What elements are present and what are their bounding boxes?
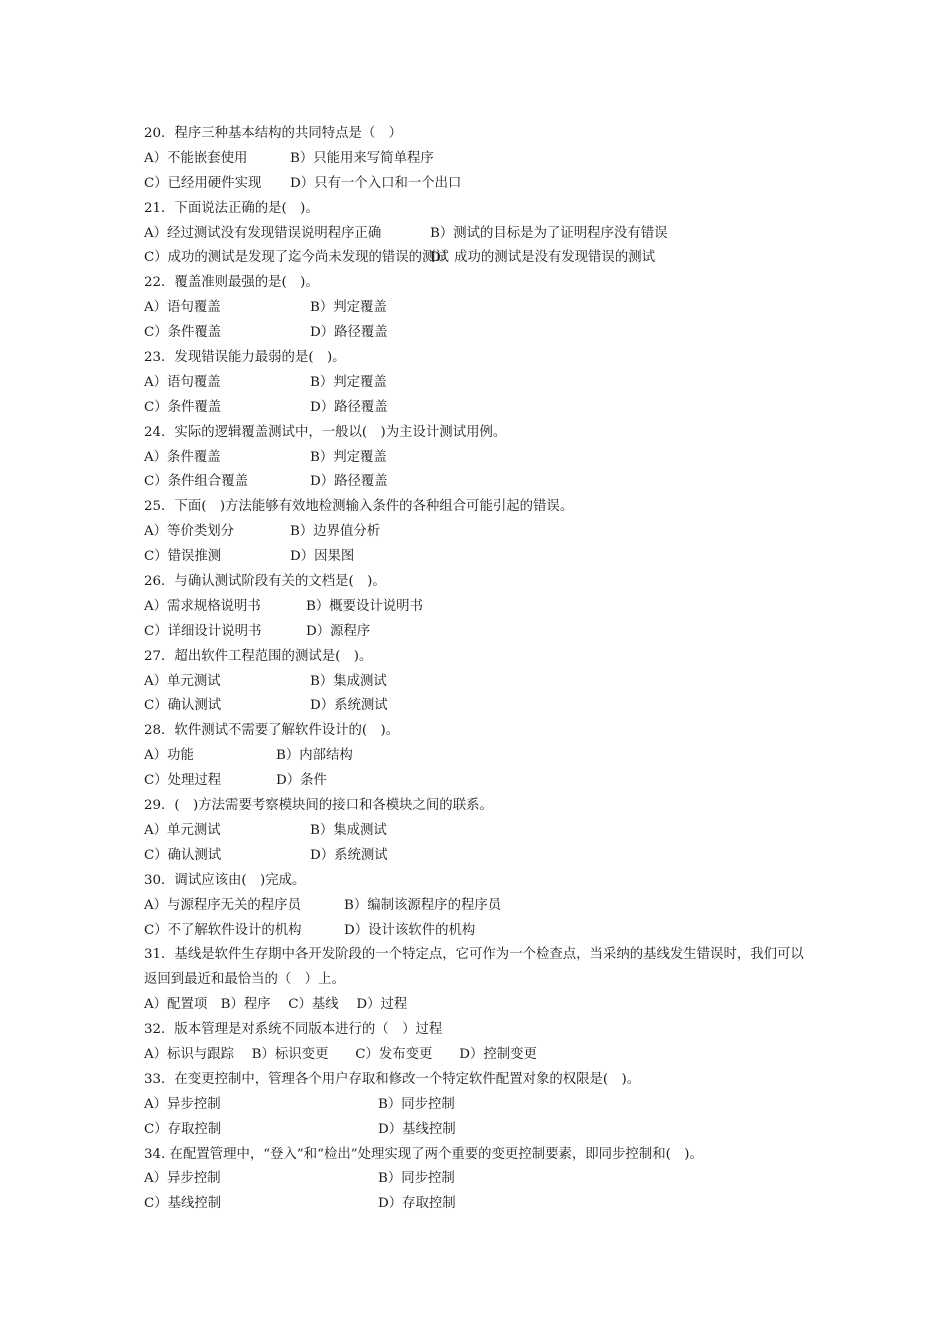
answer-option: B）判定覆盖 (310, 374, 387, 390)
answer-option: B）概要设计说明书 (306, 598, 423, 614)
answer-option: D）路径覆盖 (310, 474, 388, 490)
question-stem: 20．程序三种基本结构的共同特点是（ ） (144, 126, 403, 141)
answer-option: A）条件覆盖 (144, 449, 221, 465)
answer-option: C）条件覆盖 (144, 325, 222, 341)
question-stem: 32．版本管理是对系统不同版本进行的（ ）过程 (144, 1022, 443, 1038)
answer-option: C）条件覆盖 (144, 399, 222, 415)
question-stem: 23．发现错误能力最弱的是( )。 (144, 350, 346, 366)
answer-option: C）不了解软件设计的机构 (144, 922, 302, 938)
answer-option: D）系统测试 (310, 698, 388, 714)
answer-option: C）详细设计说明书 (144, 623, 262, 639)
answer-option: A）不能嵌套使用 (144, 150, 248, 166)
answer-option: D）因果图 (290, 549, 355, 565)
answer-option: A）标识与跟踪 B）标识变更 C）发布变更 D）控制变更 (144, 1046, 537, 1062)
answer-options-row (144, 296, 814, 321)
answer-options-row (144, 1093, 814, 1118)
answer-options-row (144, 396, 814, 421)
answer-options-row (144, 222, 814, 247)
answer-option: D）源程序 (306, 623, 371, 639)
answer-option: B）集成测试 (310, 822, 387, 838)
answer-option: C）处理过程 (144, 773, 222, 789)
answer-options-row (144, 446, 814, 471)
answer-options-row (144, 1118, 814, 1143)
answer-option: B）测试的目标是为了证明程序没有错误 (430, 225, 668, 241)
answer-option: D）只有一个入口和一个出口 (290, 175, 462, 191)
answer-option: C）基线控制 (144, 1196, 222, 1212)
answer-options-row (144, 620, 814, 645)
answer-option: B）编制该源程序的程序员 (344, 897, 502, 913)
answer-options-row (144, 1167, 814, 1192)
answer-option: D）设计该软件的机构 (344, 922, 476, 938)
answer-option: A）经过测试没有发现错误说明程序正确 (144, 225, 382, 241)
answer-options-row (144, 819, 814, 844)
answer-options-row (144, 844, 814, 869)
answer-options-row (144, 1043, 814, 1068)
answer-options-row (144, 993, 814, 1018)
answer-option: A）语句覆盖 (144, 374, 221, 390)
answer-options-row (144, 1192, 814, 1217)
answer-option: A）等价类划分 (144, 524, 235, 540)
answer-option: C）确认测试 (144, 698, 222, 714)
answer-options-row (144, 371, 814, 396)
question-stem: 22．覆盖准则最强的是( )。 (144, 275, 319, 291)
answer-options-row (144, 694, 814, 719)
answer-option: D）路径覆盖 (310, 399, 388, 415)
answer-option: A）异步控制 (144, 1096, 221, 1112)
answer-options-row (144, 520, 814, 545)
answer-option: A）单元测试 (144, 673, 221, 689)
answer-options-row (144, 321, 814, 346)
answer-option: C）错误推测 (144, 549, 222, 565)
answer-option: D）系统测试 (310, 847, 388, 863)
answer-option: B）同步控制 (378, 1096, 455, 1112)
answer-option: D）基线控制 (378, 1121, 456, 1137)
answer-options-row (144, 894, 814, 919)
answer-option: B）集成测试 (310, 673, 387, 689)
answer-options-row (144, 670, 814, 695)
question-stem: 33．在变更控制中，管理各个用户存取和修改一个特定软件配置对象的权限是( )。 (144, 1071, 641, 1087)
answer-option: B）同步控制 (378, 1171, 455, 1187)
exam-question-list (144, 122, 814, 1217)
answer-options-row (144, 919, 814, 944)
answer-option: D）成功的测试是没有发现错误的测试 (430, 250, 655, 266)
question-stem: 25．下面( )方法能够有效地检测输入条件的各种组合可能引起的错误。 (144, 499, 574, 515)
answer-option: A）配置项 B）程序 C）基线 D）过程 (144, 997, 408, 1013)
answer-option: A）异步控制 (144, 1171, 221, 1187)
answer-option: B）判定覆盖 (310, 300, 387, 316)
answer-options-row (144, 246, 814, 271)
answer-option: A）语句覆盖 (144, 300, 221, 316)
answer-option: D）存取控制 (378, 1196, 456, 1212)
question-stem: 27．超出软件工程范围的测试是( )。 (144, 648, 373, 664)
question-stem: 24．实际的逻辑覆盖测试中，一般以( )为主设计测试用例。 (144, 424, 507, 440)
question-stem: 21．下面说法正确的是( )。 (144, 200, 319, 216)
answer-option: C）存取控制 (144, 1121, 222, 1137)
answer-option: B）只能用来写简单程序 (290, 150, 434, 166)
answer-options-row (144, 744, 814, 769)
answer-option: A）与源程序无关的程序员 (144, 897, 301, 913)
answer-option: C）条件组合覆盖 (144, 474, 248, 490)
question-stem: 34. 在配置管理中，“登入”和“检出”处理实现了两个重要的变更控制要素，即同步控制和( )。 (144, 1146, 703, 1162)
answer-option: B）判定覆盖 (310, 449, 387, 465)
answer-options-row (144, 172, 814, 197)
question-stem: 30．调试应该由( )完成。 (144, 872, 306, 888)
answer-options-row (144, 769, 814, 794)
answer-option: C）确认测试 (144, 847, 222, 863)
answer-option: D）条件 (276, 773, 327, 789)
answer-option: D）路径覆盖 (310, 325, 388, 341)
question-stem: 26．与确认测试阶段有关的文档是( )。 (144, 574, 386, 590)
answer-option: C）已经用硬件实现 (144, 175, 262, 191)
answer-option: C）成功的测试是发现了迄今尚未发现的错误的测试 (144, 250, 449, 266)
answer-option: A）单元测试 (144, 822, 221, 838)
question-stem: 28．软件测试不需要了解软件设计的( )。 (144, 723, 400, 739)
question-stem: 29．( )方法需要考察模块间的接口和各模块之间的联系。 (144, 798, 493, 814)
answer-options-row (144, 545, 814, 570)
answer-options-row (144, 470, 814, 495)
answer-options-row (144, 147, 814, 172)
answer-option: A）功能 (144, 748, 194, 764)
question-stem: 31．基线是软件生存期中各开发阶段的一个特定点，它可作为一个检查点，当采纳的基线发生错误时，我们可以返回到最近和最恰当的（ ）上。 (144, 947, 804, 988)
answer-option: A）需求规格说明书 (144, 598, 261, 614)
answer-option: B）内部结构 (276, 748, 353, 764)
answer-options-row (144, 595, 814, 620)
answer-option: B）边界值分析 (290, 524, 381, 540)
